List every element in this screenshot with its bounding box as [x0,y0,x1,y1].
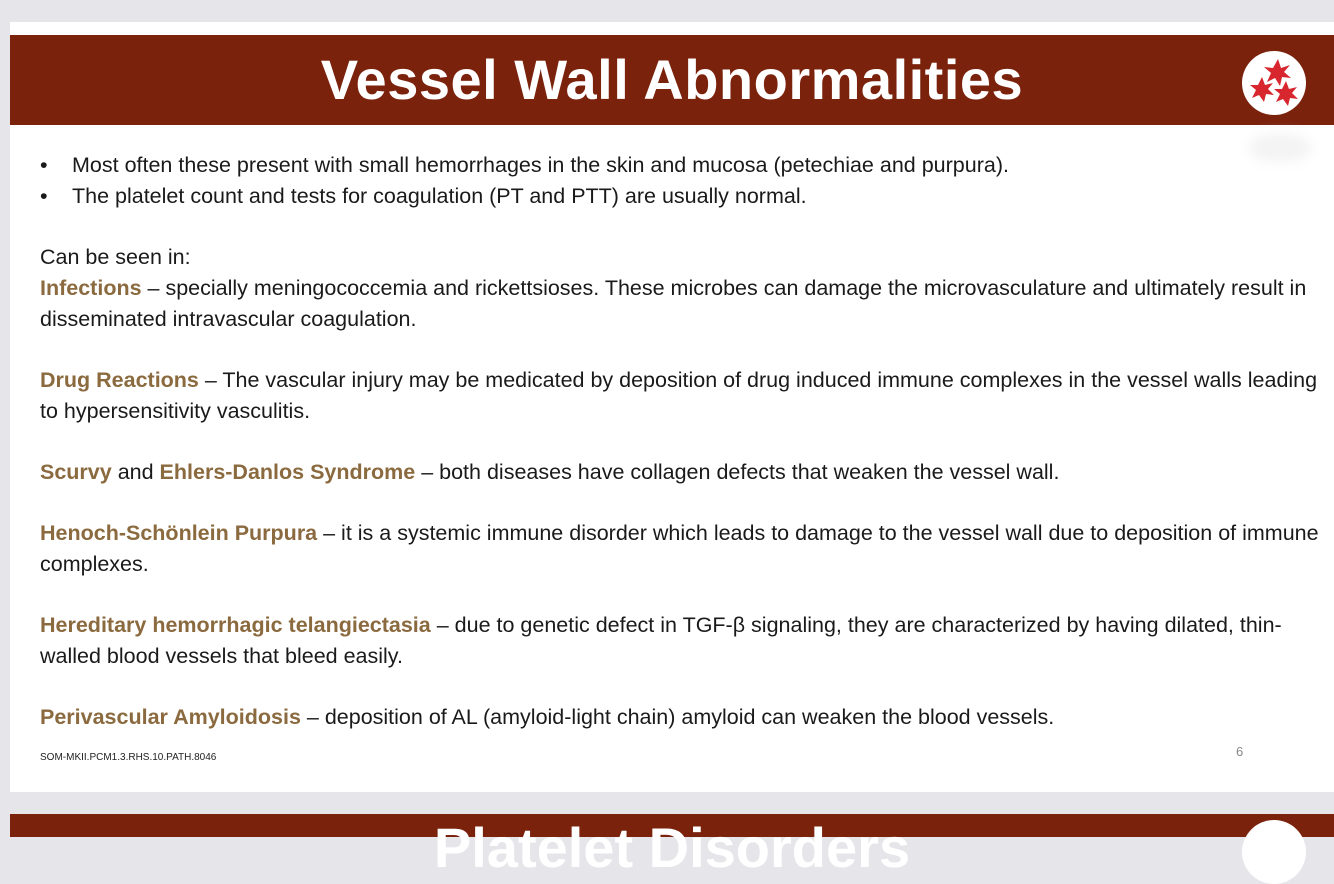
term: Infections [40,276,142,300]
item-henoch-schonlein: Henoch-Schönlein Purpura – it is a systemic immune disorder which leads to damage to the vessel wall due to deposition of immune complexes. [40,521,1319,576]
bullet-item: • The platelet count and tests for coagulation (PT and PTT) are usually normal. [40,181,1325,212]
term: Hereditary hemorrhagic telangiectasia [40,613,431,637]
page-number: 6 [1236,744,1244,759]
bullet-item: • Most often these present with small hemorrhages in the skin and mucosa (petechiae and purpura). [40,150,1325,181]
footer-code: SOM-MKII.PCM1.3.RHS.10.PATH.8046 [40,752,217,763]
slide-title: Vessel Wall Abnormalities [320,48,1024,111]
term: Ehlers-Danlos Syndrome [159,460,416,484]
red-stars-logo-icon [1242,820,1306,884]
term: Henoch-Schönlein Purpura [40,521,318,545]
bullet-list [40,150,1325,212]
slide-content [40,150,1325,763]
term: Perivascular Amyloidosis [40,705,301,729]
item-drug-reactions: Drug Reactions – The vascular injury may be medicated by deposition of drug induced immune complexes in the vessel walls leading to hypersensitivity vasculitis. [40,368,1318,423]
item-infections: Infections – specially meningococcemia and rickettsioses. These microbes can damage the microvasculature and ultimately result in disseminated intravascular coagulation. [40,276,1307,331]
bullet-dot: • [40,153,48,177]
term: Drug Reactions [40,368,199,392]
item-scurvy-ehlers-danlos: Scurvy and Ehlers-Danlos Syndrome – both diseases have collagen defects that weaken the vessel wall. [40,460,1060,484]
item-hereditary-telangiectasia: Hereditary hemorrhagic telangiectasia – due to genetic defect in TGF-β signaling, they are characterized by having dilated, thin-walled blood vessels that bleed easily. [40,613,1282,668]
title-bar [10,35,1334,125]
red-stars-logo-icon [1242,51,1306,115]
term: Scurvy [40,460,112,484]
next-slide-title-bar [10,814,1334,879]
item-perivascular-amyloidosis: Perivascular Amyloidosis – deposition of AL (amyloid-light chain) amyloid can weaken the blood vessels. [40,705,1055,729]
intro-text: Can be seen in: [40,245,191,269]
bullet-dot: • [40,184,48,208]
slide [10,22,1334,792]
next-slide-title: Platelet Disorders [433,816,911,879]
